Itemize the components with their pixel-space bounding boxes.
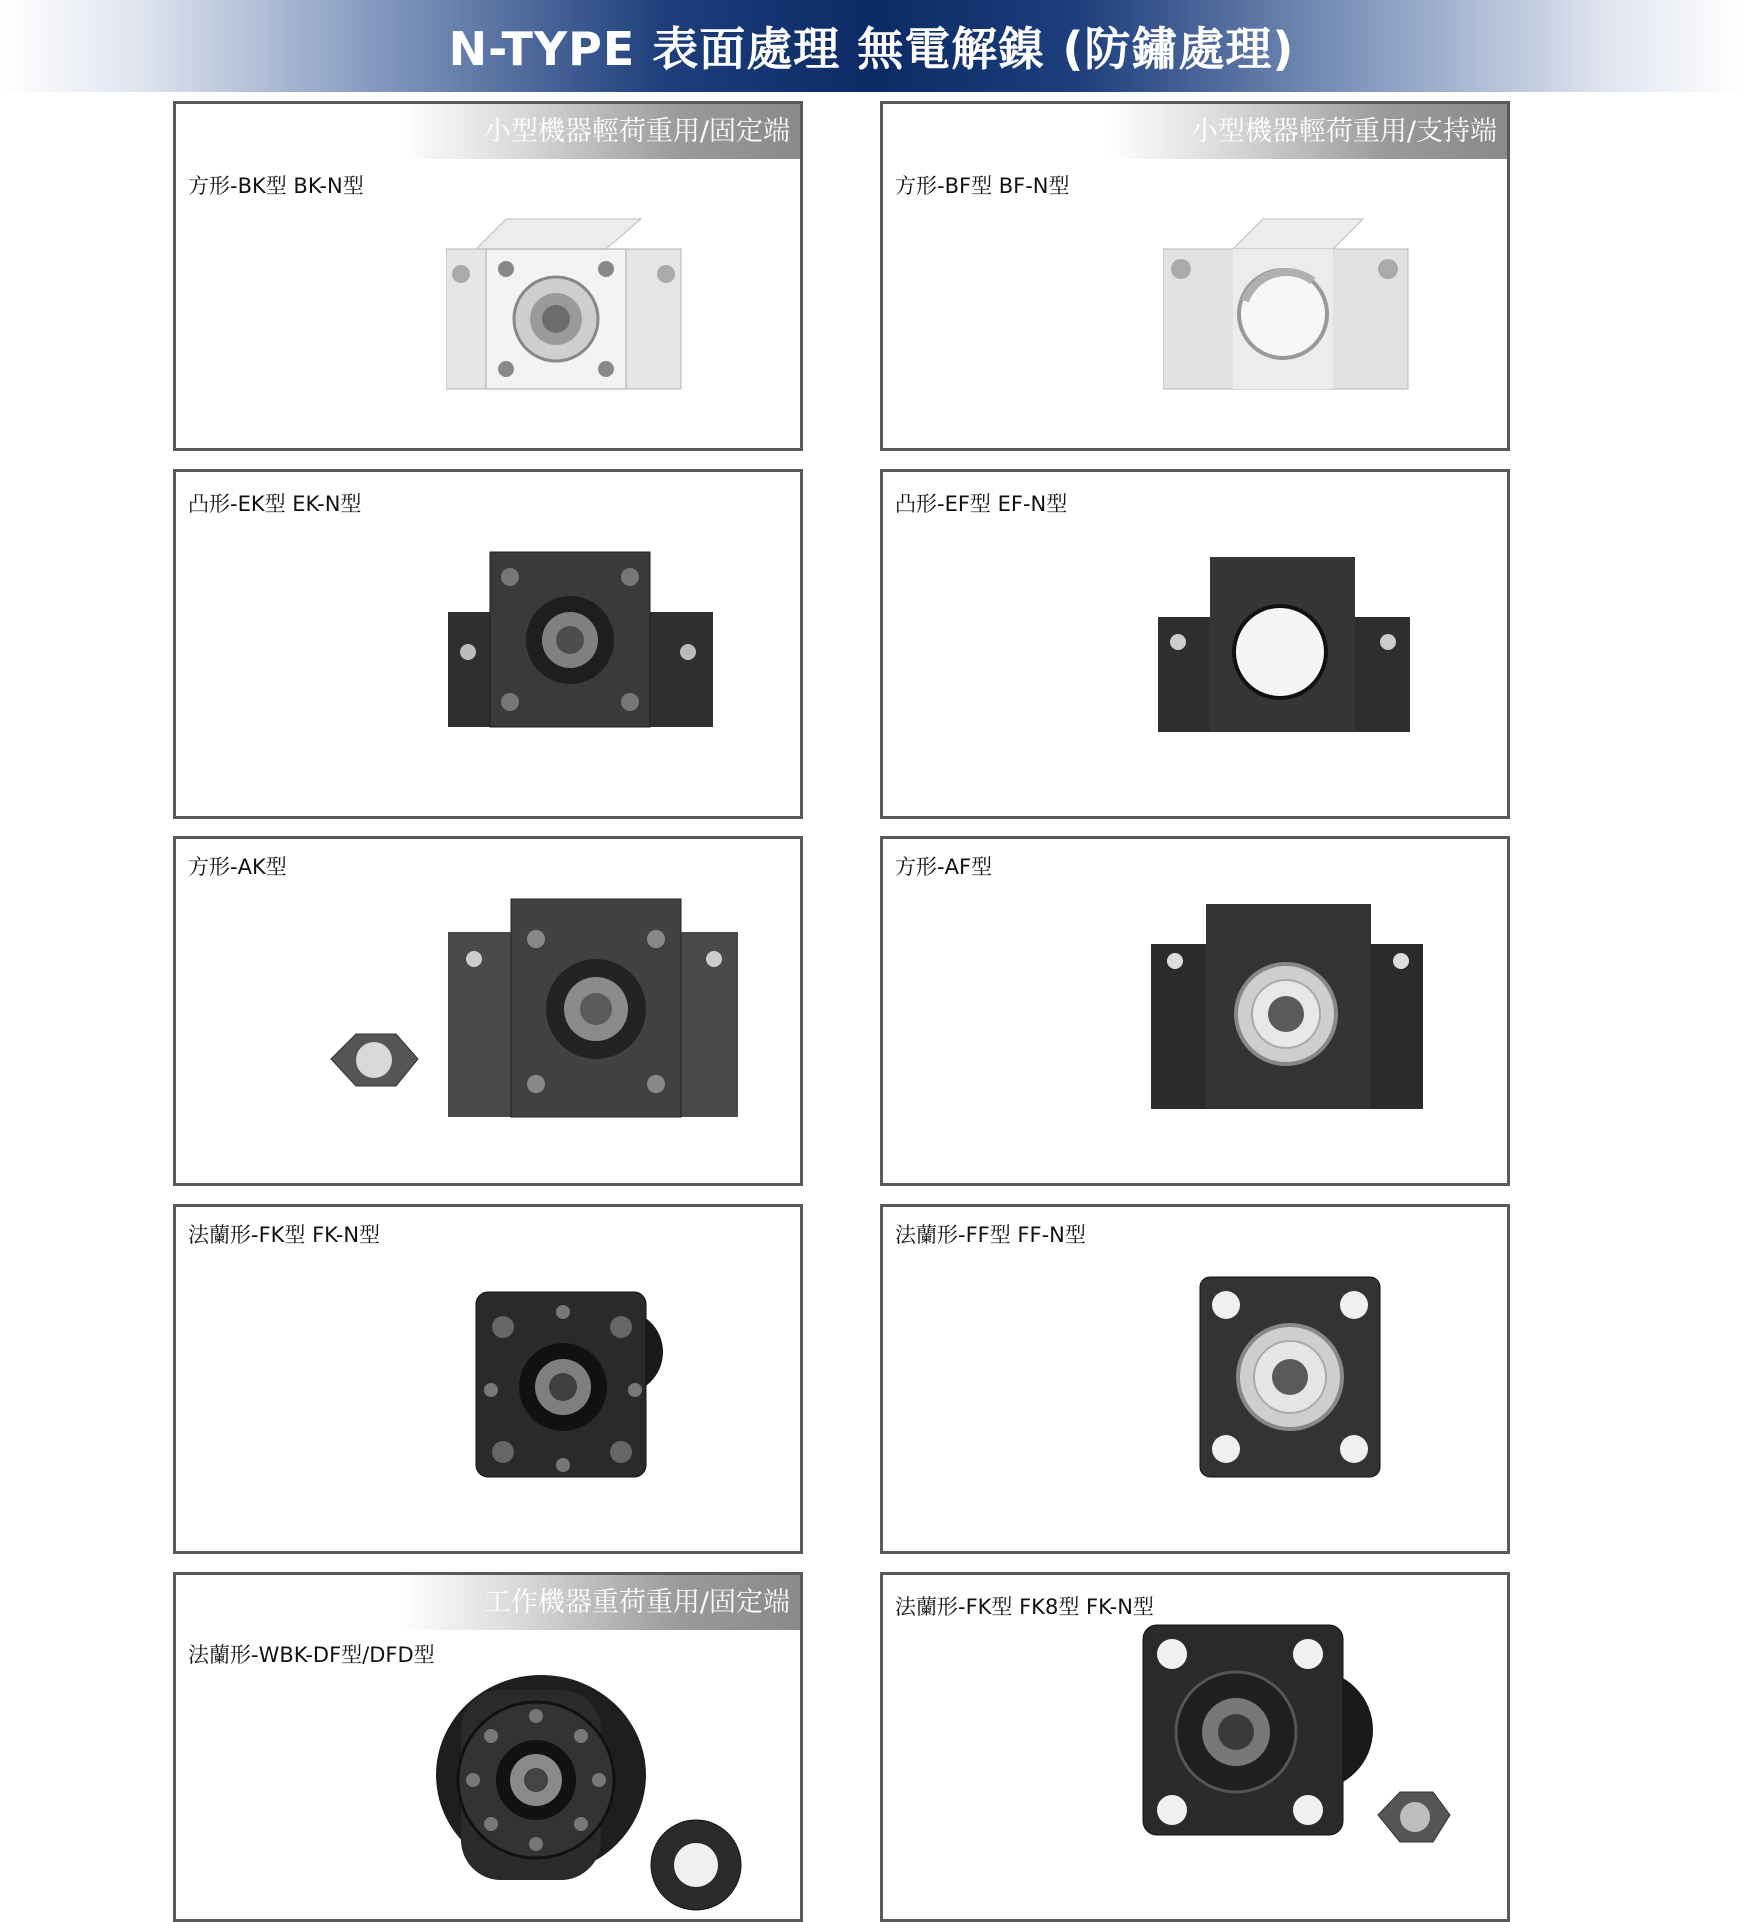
product-card-ef [880, 469, 1510, 819]
category-header: 小型機器輕荷重用/固定端 [400, 104, 800, 159]
ak-support-unit-icon [326, 894, 746, 1124]
product-label: 凸形-EK型 EK-N型 [188, 492, 362, 516]
product-label: 法蘭形-FK型 FK8型 FK-N型 [895, 1595, 1154, 1619]
bf-support-unit-icon [1163, 209, 1423, 409]
product-label: 法蘭形-FF型 FF-N型 [895, 1223, 1086, 1247]
product-card-ek [173, 469, 803, 819]
product-card-ff [880, 1204, 1510, 1554]
product-label: 方形-BF型 BF-N型 [895, 174, 1070, 198]
product-label: 方形-AF型 [895, 855, 993, 879]
af-support-unit-icon [1151, 899, 1431, 1119]
fk-support-unit-icon [471, 1282, 671, 1482]
bk-support-unit-icon [446, 209, 696, 409]
ek-support-unit-icon [448, 542, 718, 742]
category-header: 工作機器重荷重用/固定端 [400, 1575, 800, 1630]
page-banner [0, 0, 1743, 92]
product-card-af [880, 836, 1510, 1186]
product-label: 方形-AK型 [188, 855, 287, 879]
product-label: 法蘭形-FK型 FK-N型 [188, 1223, 381, 1247]
product-card-fk [173, 1204, 803, 1554]
product-card-wbk [173, 1572, 803, 1922]
product-label: 方形-BK型 BK-N型 [188, 174, 364, 198]
category-header: 小型機器輕荷重用/支持端 [1107, 104, 1507, 159]
product-label: 法蘭形-WBK-DF型/DFD型 [188, 1643, 435, 1667]
product-card-ak [173, 836, 803, 1186]
product-card-bk [173, 101, 803, 451]
wbk-support-unit-icon [431, 1670, 771, 1920]
product-label: 凸形-EF型 EF-N型 [895, 492, 1068, 516]
product-card-fk8 [880, 1572, 1510, 1922]
product-card-bf [880, 101, 1510, 451]
ef-support-unit-icon [1158, 552, 1418, 742]
fk8-support-unit-icon [1138, 1620, 1468, 1880]
ff-support-unit-icon [1198, 1275, 1388, 1485]
page-title: N-TYPE 表面處理 無電解鎳 (防鏽處理) [448, 22, 1295, 76]
